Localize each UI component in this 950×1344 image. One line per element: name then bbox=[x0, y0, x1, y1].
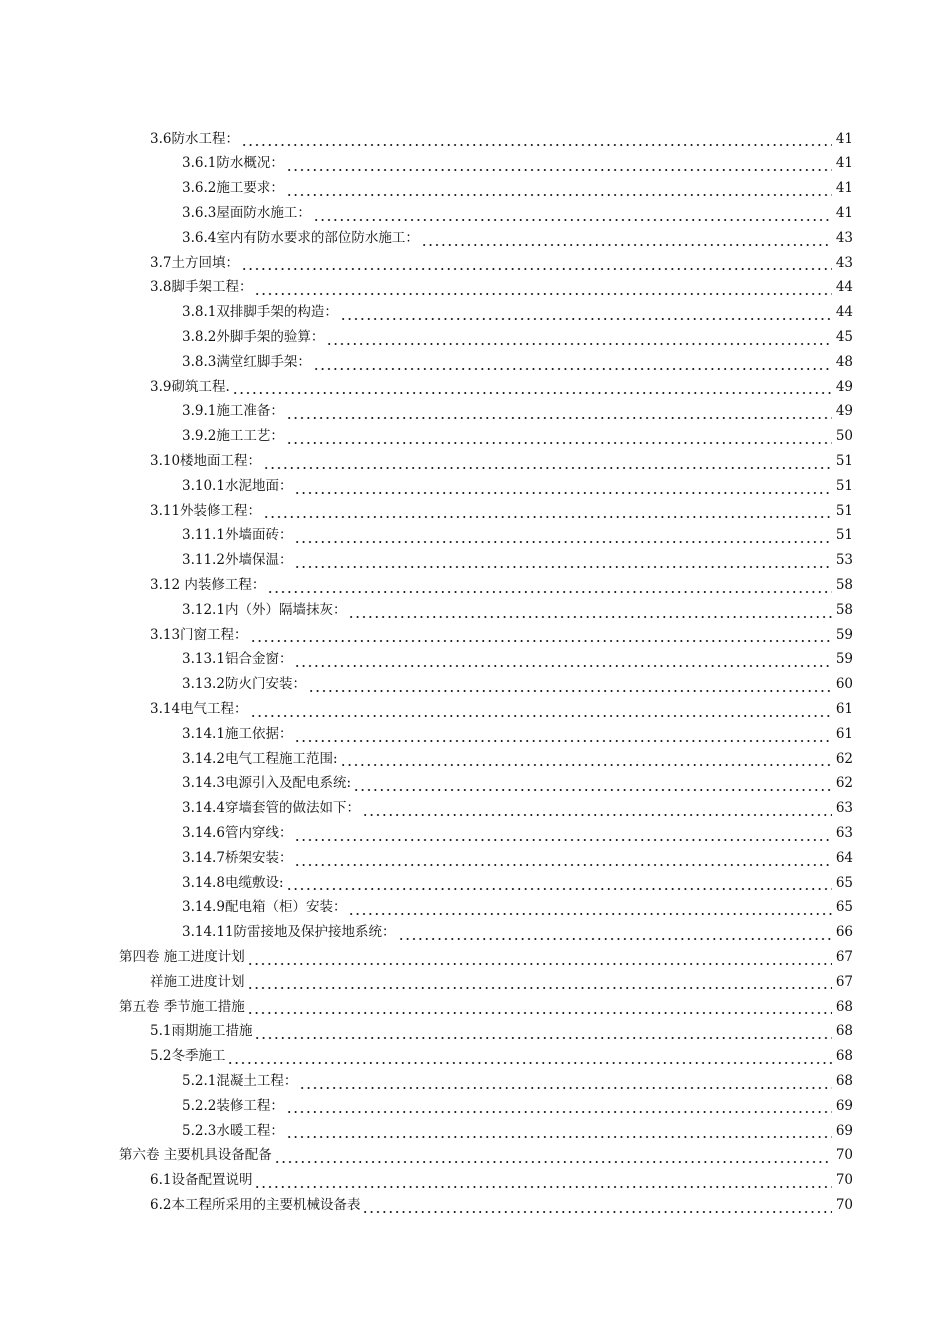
toc-entry[interactable] bbox=[0, 995, 950, 1020]
toc-entry-page-number: 58 bbox=[835, 576, 853, 593]
toc-entry[interactable] bbox=[0, 1168, 950, 1193]
toc-entry[interactable] bbox=[0, 449, 950, 474]
toc-entry-page-number: 44 bbox=[835, 304, 853, 321]
toc-entry[interactable] bbox=[0, 797, 950, 822]
toc-entry-page-number: 58 bbox=[835, 601, 853, 618]
toc-entry-page-number: 68 bbox=[835, 1048, 853, 1065]
toc-entry-page-number: 44 bbox=[835, 279, 853, 296]
toc-dot-leader bbox=[227, 1050, 831, 1064]
toc-entry-title: 3.13.2防火门安装： bbox=[182, 676, 306, 693]
toc-entry[interactable] bbox=[0, 896, 950, 921]
toc-entry-title: 3.14.11防雷接地及保护接地系统： bbox=[182, 924, 396, 941]
toc-entry-title: 3.8脚手架工程： bbox=[150, 279, 253, 296]
toc-entry-page-number: 51 bbox=[835, 477, 853, 494]
toc-dot-leader bbox=[348, 901, 831, 915]
toc-entry[interactable] bbox=[0, 772, 950, 797]
toc-entry-page-number: 67 bbox=[835, 973, 853, 990]
toc-entry[interactable] bbox=[0, 226, 950, 251]
toc-dot-leader bbox=[247, 975, 832, 989]
toc-entry[interactable] bbox=[0, 648, 950, 673]
toc-entry-title: 3.11.1外墙面砖： bbox=[182, 527, 293, 544]
toc-entry-page-number: 49 bbox=[835, 378, 853, 395]
toc-dot-leader bbox=[421, 232, 832, 246]
toc-entry[interactable] bbox=[0, 549, 950, 574]
toc-entry-page-number: 68 bbox=[835, 998, 853, 1015]
toc-entry[interactable] bbox=[0, 1193, 950, 1218]
toc-dot-leader bbox=[362, 1199, 831, 1213]
toc-dot-leader bbox=[286, 405, 832, 419]
toc-entry-title: 3.9.2施工工艺： bbox=[182, 428, 284, 445]
toc-dot-leader bbox=[299, 1075, 831, 1089]
toc-entry-title: 3.14.8电缆敷设: bbox=[182, 874, 284, 891]
toc-entry-title: 3.6.1防水概况： bbox=[182, 155, 284, 172]
toc-entry[interactable] bbox=[0, 474, 950, 499]
toc-dot-leader bbox=[247, 951, 832, 965]
toc-entry[interactable] bbox=[0, 821, 950, 846]
toc-entry[interactable] bbox=[0, 425, 950, 450]
toc-entry[interactable] bbox=[0, 524, 950, 549]
toc-dot-leader bbox=[353, 777, 832, 791]
toc-entry-title: 3.11.2外墙保温： bbox=[182, 552, 293, 569]
toc-entry-title: 3.6.3屋面防水施工： bbox=[182, 205, 311, 222]
toc-entry[interactable] bbox=[0, 573, 950, 598]
toc-entry-title: 6.1设备配置说明 bbox=[150, 1172, 253, 1189]
toc-entry-page-number: 70 bbox=[835, 1147, 853, 1164]
toc-dot-leader bbox=[286, 157, 832, 171]
toc-dot-leader bbox=[232, 380, 832, 394]
toc-entry-title: 3.10楼地面工程： bbox=[150, 453, 262, 469]
toc-entry-page-number: 48 bbox=[835, 353, 853, 370]
toc-entry-title: 3.9砌筑工程. bbox=[150, 378, 230, 395]
toc-entry[interactable] bbox=[0, 127, 950, 152]
toc-entry[interactable] bbox=[0, 1144, 950, 1169]
toc-entry-page-number: 45 bbox=[835, 329, 853, 346]
toc-dot-leader bbox=[241, 132, 832, 146]
toc-entry-title: 3.13.1铝合金窗： bbox=[182, 651, 293, 668]
toc-dot-leader bbox=[263, 455, 832, 469]
toc-entry-title: 3.12 内装修工程： bbox=[150, 576, 266, 593]
toc-entry-page-number: 68 bbox=[835, 1023, 853, 1040]
toc-dot-leader bbox=[294, 480, 831, 494]
toc-entry-title: 5.2.3水暖工程： bbox=[182, 1122, 284, 1139]
toc-entry[interactable] bbox=[0, 970, 950, 995]
toc-entry-title: 3.8.2外脚手架的验算： bbox=[182, 329, 325, 346]
toc-entry[interactable] bbox=[0, 201, 950, 226]
toc-entry-title: 3.6.4室内有防水要求的部位防水施工： bbox=[182, 229, 419, 246]
toc-entry-title: 3.14.7桥架安装： bbox=[182, 849, 293, 866]
toc-dot-leader bbox=[313, 207, 832, 221]
toc-dot-leader bbox=[348, 604, 831, 618]
toc-entry-page-number: 51 bbox=[835, 453, 853, 469]
toc-entry-page-number: 65 bbox=[835, 899, 853, 916]
toc-entry[interactable] bbox=[0, 673, 950, 698]
toc-dot-leader bbox=[294, 852, 831, 866]
toc-entry-page-number: 63 bbox=[835, 824, 853, 841]
toc-entry[interactable] bbox=[0, 1044, 950, 1069]
toc-dot-leader bbox=[254, 1025, 831, 1039]
toc-dot-leader bbox=[294, 728, 831, 742]
toc-dot-leader bbox=[294, 554, 831, 568]
toc-entry[interactable] bbox=[0, 921, 950, 946]
toc-entry[interactable] bbox=[0, 1094, 950, 1119]
toc-entry-page-number: 61 bbox=[835, 725, 853, 742]
toc-dot-leader bbox=[340, 752, 832, 766]
toc-entry-page-number: 68 bbox=[835, 1072, 853, 1089]
toc-entry-title: 祥施工进度计划 bbox=[150, 973, 245, 990]
toc-entry[interactable] bbox=[0, 400, 950, 425]
toc-entry-page-number: 53 bbox=[835, 552, 853, 569]
toc-dot-leader bbox=[340, 306, 832, 320]
toc-dot-leader bbox=[250, 628, 832, 642]
toc-entry-title: 3.14电气工程： bbox=[150, 700, 248, 717]
toc-entry-page-number: 50 bbox=[835, 428, 853, 445]
toc-dot-leader bbox=[247, 1000, 832, 1014]
toc-dot-leader bbox=[286, 876, 832, 890]
toc-entry-title: 第五卷 季节施工措施 bbox=[119, 998, 245, 1015]
toc-dot-leader bbox=[294, 827, 831, 841]
toc-dot-leader bbox=[294, 529, 831, 543]
toc-dot-leader bbox=[398, 926, 832, 940]
toc-entry-title: 3.12.1内（外）隔墙抹灰： bbox=[182, 601, 347, 618]
toc-entry-title: 3.14.3电源引入及配电系统: bbox=[182, 775, 351, 792]
toc-entry-title: 5.2.2装修工程： bbox=[182, 1097, 284, 1114]
toc-entry[interactable] bbox=[0, 177, 950, 202]
toc-entry[interactable] bbox=[0, 1119, 950, 1144]
toc-entry-title: 5.2.1混凝土工程： bbox=[182, 1072, 298, 1089]
toc-entry-page-number: 65 bbox=[835, 874, 853, 891]
toc-dot-leader bbox=[326, 331, 831, 345]
toc-entry-page-number: 41 bbox=[835, 130, 853, 147]
toc-dot-leader bbox=[254, 281, 831, 295]
toc-dot-leader bbox=[362, 802, 832, 816]
toc-entry[interactable] bbox=[0, 747, 950, 772]
toc-entry-page-number: 64 bbox=[835, 849, 853, 866]
toc-entry-page-number: 70 bbox=[835, 1196, 853, 1213]
toc-entry-title: 3.10.1水泥地面： bbox=[182, 477, 293, 494]
toc-entry-title: 第四卷 施工进度计划 bbox=[119, 948, 245, 965]
toc-entry-title: 3.14.9配电箱（柜）安装： bbox=[182, 899, 347, 916]
toc-entry-page-number: 60 bbox=[835, 676, 853, 693]
toc-entry-title: 3.14.6管内穿线： bbox=[182, 824, 293, 841]
toc-entry-page-number: 66 bbox=[835, 924, 853, 941]
toc-entry-page-number: 41 bbox=[835, 155, 853, 172]
toc-dot-leader bbox=[274, 1149, 832, 1163]
toc-entry-title: 3.14.1施工依据： bbox=[182, 725, 293, 742]
toc-entry[interactable] bbox=[0, 598, 950, 623]
toc-entry-page-number: 51 bbox=[835, 527, 853, 544]
toc-entry[interactable] bbox=[0, 871, 950, 896]
toc-entry[interactable] bbox=[0, 697, 950, 722]
toc-entry[interactable] bbox=[0, 722, 950, 747]
toc-entry[interactable] bbox=[0, 251, 950, 276]
toc-entry[interactable] bbox=[0, 846, 950, 871]
toc-entry[interactable] bbox=[0, 499, 950, 524]
toc-entry-page-number: 63 bbox=[835, 800, 853, 817]
toc-entry-page-number: 62 bbox=[835, 775, 853, 792]
toc-entry-title: 3.6.2施工要求： bbox=[182, 180, 284, 197]
toc-entry-title: 5.2冬季施工 bbox=[150, 1048, 226, 1065]
toc-entry-page-number: 41 bbox=[835, 205, 853, 222]
toc-entry-page-number: 69 bbox=[835, 1097, 853, 1114]
toc-entry-page-number: 49 bbox=[835, 403, 853, 420]
toc-entry-title: 6.2本工程所采用的主要机械设备表 bbox=[150, 1196, 361, 1213]
toc-entry-title: 3.7土方回填： bbox=[150, 254, 239, 271]
toc-dot-leader bbox=[254, 1174, 831, 1188]
toc-dot-leader bbox=[267, 579, 831, 593]
toc-entry[interactable] bbox=[0, 325, 950, 350]
toc-entry[interactable] bbox=[0, 945, 950, 970]
toc-entry-title: 第六卷 主要机具设备配备 bbox=[119, 1147, 272, 1164]
toc-entry-page-number: 41 bbox=[835, 180, 853, 197]
toc-dot-leader bbox=[294, 653, 831, 667]
toc-entry[interactable] bbox=[0, 276, 950, 301]
toc-dot-leader bbox=[286, 182, 832, 196]
toc-dot-leader bbox=[308, 678, 832, 692]
toc-entry-page-number: 59 bbox=[835, 651, 853, 668]
toc-entry-title: 3.13门窗工程： bbox=[150, 626, 248, 643]
toc-entry[interactable] bbox=[0, 152, 950, 177]
toc-entry-title: 5.1雨期施工措施 bbox=[150, 1023, 253, 1040]
toc-entry-title: 3.11外装修工程： bbox=[150, 502, 262, 519]
toc-entry[interactable] bbox=[0, 1069, 950, 1094]
toc-entry[interactable] bbox=[0, 1020, 950, 1045]
toc-entry-title: 3.8.3满堂红脚手架： bbox=[182, 353, 311, 370]
toc-entry-page-number: 43 bbox=[835, 254, 853, 271]
toc-entry-title: 3.8.1双排脚手架的构造： bbox=[182, 304, 338, 321]
toc-entry-page-number: 51 bbox=[835, 502, 853, 519]
toc-dot-leader bbox=[286, 430, 832, 444]
toc-entry[interactable] bbox=[0, 623, 950, 648]
toc-entry-page-number: 61 bbox=[835, 700, 853, 717]
toc-entry-page-number: 59 bbox=[835, 626, 853, 643]
toc-entry-page-number: 67 bbox=[835, 948, 853, 965]
toc-entry[interactable] bbox=[0, 350, 950, 375]
toc-dot-leader bbox=[250, 703, 832, 717]
toc-entry-page-number: 62 bbox=[835, 750, 853, 767]
toc-entry-page-number: 43 bbox=[835, 229, 853, 246]
toc-entry-page-number: 69 bbox=[835, 1122, 853, 1139]
toc-entry[interactable] bbox=[0, 375, 950, 400]
toc-entry-title: 3.6防水工程： bbox=[150, 130, 239, 147]
toc-entry-page-number: 70 bbox=[835, 1172, 853, 1189]
toc-dot-leader bbox=[313, 356, 832, 370]
toc-entry-title: 3.14.2电气工程施工范围: bbox=[182, 750, 338, 767]
toc-entry[interactable] bbox=[0, 301, 950, 326]
toc-dot-leader bbox=[286, 1099, 832, 1113]
toc-dot-leader bbox=[263, 504, 832, 518]
toc-entry-title: 3.9.1施工准备： bbox=[182, 403, 284, 420]
toc-dot-leader bbox=[286, 1124, 832, 1138]
table-of-contents bbox=[0, 127, 950, 1218]
toc-entry-title: 3.14.4穿墙套管的做法如下： bbox=[182, 800, 360, 817]
toc-dot-leader bbox=[241, 256, 832, 270]
